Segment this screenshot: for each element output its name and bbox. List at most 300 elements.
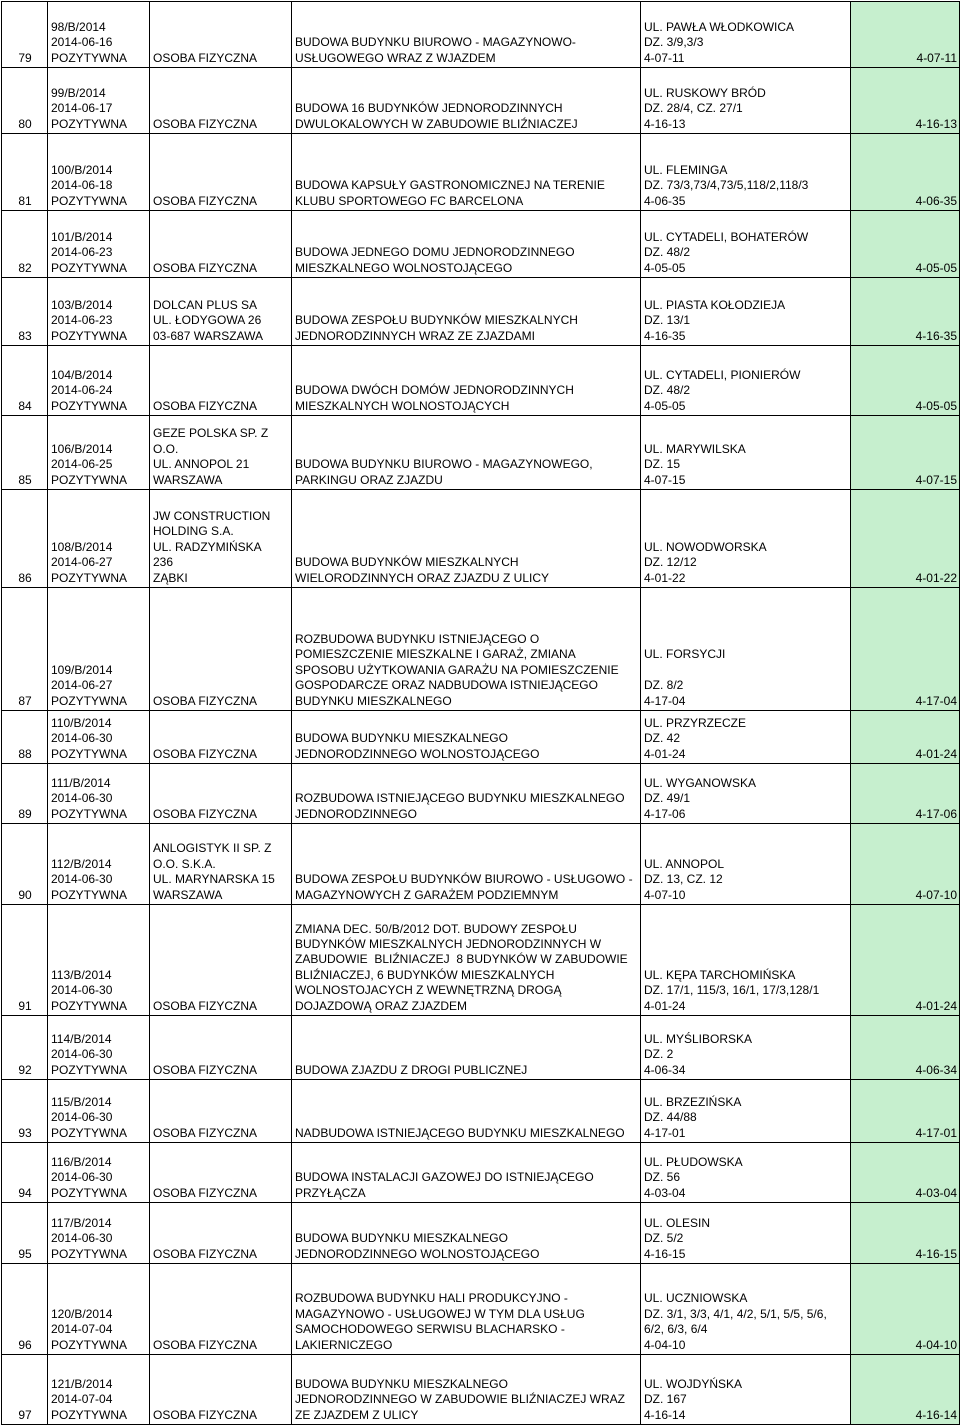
decision-line: POZYTYWNA: [51, 116, 128, 131]
address-line: UL. PAWŁA WŁODKOWICA: [644, 19, 795, 34]
precinct-code: 4-04-10: [915, 1337, 957, 1352]
address-line: DZ. 5/2: [644, 1231, 684, 1246]
description-line: LAKIERNICZEGO: [295, 1337, 393, 1352]
precinct-code: 4-06-34: [915, 1062, 957, 1077]
applicant-cell: [150, 134, 292, 211]
table-row: [2, 134, 960, 211]
row-number: 95: [18, 1246, 32, 1261]
precinct-cell: [851, 905, 960, 1016]
decision-line: 2014-06-30: [51, 983, 113, 998]
row-number: 88: [18, 746, 32, 761]
description-line: BUDOWA BUDYNKU BIUROWO - MAGAZYNOWO-: [295, 35, 576, 50]
precinct-cell: [851, 416, 960, 490]
address-line: 4-17-06: [644, 806, 686, 821]
description-line: BUDOWA 16 BUDYNKÓW JEDNORODZINNYCH: [295, 101, 563, 116]
row-number: 87: [18, 693, 32, 708]
decision-line: POZYTYWNA: [51, 1062, 128, 1077]
decision-cell: [48, 1203, 150, 1264]
row-number-cell: [2, 1080, 48, 1143]
address-line: UL. PŁUDOWSKA: [644, 1154, 743, 1169]
decision-cell: [48, 2, 150, 68]
precinct-code: 4-01-22: [915, 570, 957, 585]
applicant-line: OSOBA FIZYCZNA: [153, 1407, 258, 1422]
description-cell: [292, 68, 641, 134]
row-number: 94: [18, 1185, 32, 1200]
description-line: BLIŹNIACZEJ, 6 BUDYNKÓW MIESZKALNYCH: [295, 967, 555, 982]
precinct-cell: [851, 764, 960, 824]
row-number-cell: [2, 211, 48, 278]
decision-line: POZYTYWNA: [51, 472, 128, 487]
decision-line: 106/B/2014: [51, 441, 113, 456]
decision-line: 2014-06-30: [51, 731, 113, 746]
table-row: [2, 711, 960, 764]
precinct-code: 4-01-24: [915, 998, 957, 1013]
description-cell: [292, 134, 641, 211]
row-number: 96: [18, 1337, 32, 1352]
applicant-cell: [150, 764, 292, 824]
applicant-line: UL. MARYNARSKA 15: [153, 872, 275, 887]
address-cell: [641, 490, 851, 588]
address-cell: [641, 1355, 851, 1425]
applicant-line: OSOBA FIZYCZNA: [153, 260, 258, 275]
address-line: 4-04-10: [644, 1337, 686, 1352]
row-number: 91: [18, 998, 32, 1013]
table-row: [2, 905, 960, 1016]
description-line: BUDOWA BUDYNKU MIESZKALNEGO: [295, 1376, 508, 1391]
decision-cell: [48, 416, 150, 490]
precinct-code: 4-03-04: [915, 1185, 957, 1200]
row-number-cell: [2, 134, 48, 211]
address-line: 4-01-22: [644, 570, 686, 585]
precinct-code: 4-16-15: [915, 1246, 957, 1261]
row-number: 82: [18, 260, 32, 275]
decision-line: 2014-06-23: [51, 245, 113, 260]
decision-cell: [48, 1016, 150, 1080]
address-cell: [641, 211, 851, 278]
precinct-code: 4-07-15: [915, 472, 957, 487]
address-line: 4-16-35: [644, 328, 686, 343]
address-line: UL. KĘPA TARCHOMIŃSKA: [644, 967, 796, 982]
description-line: MAGAZYNOWYCH Z GARAŻEM PODZIEMNYM: [295, 887, 559, 902]
applicant-cell: [150, 1264, 292, 1355]
decision-line: 2014-06-30: [51, 1170, 113, 1185]
row-number-cell: [2, 416, 48, 490]
applicant-line: JW CONSTRUCTION: [153, 508, 271, 523]
applicant-line: OSOBA FIZYCZNA: [153, 1062, 258, 1077]
row-number-cell: [2, 824, 48, 905]
address-line: DZ. 3/9,3/3: [644, 35, 704, 50]
address-line: DZ. 28/4, CZ. 27/1: [644, 101, 743, 116]
applicant-cell: [150, 490, 292, 588]
precinct-cell: [851, 1355, 960, 1425]
address-cell: [641, 2, 851, 68]
precinct-code: 4-16-35: [915, 328, 957, 343]
address-line: DZ. 49/1: [644, 791, 691, 806]
applicant-line: UL. ŁODYGOWA 26: [153, 313, 262, 328]
address-line: DZ. 13, CZ. 12: [644, 872, 723, 887]
applicant-line: HOLDING S.A.: [153, 524, 234, 539]
applicant-line: UL. ANNOPOL 21: [153, 457, 250, 472]
applicant-line: OSOBA FIZYCZNA: [153, 116, 258, 131]
address-line: DZ. 17/1, 115/3, 16/1, 17/3,128/1: [644, 983, 820, 998]
description-line: WIELORODZINNYCH ORAZ ZJAZDU Z ULICY: [295, 570, 550, 585]
decision-line: POZYTYWNA: [51, 1246, 128, 1261]
description-line: JEDNORODZINNEGO W ZABUDOWIE BLIŹNIACZEJ WRAZ: [295, 1392, 626, 1407]
address-line: UL. PIASTA KOŁODZIEJA: [644, 297, 786, 312]
precinct-cell: [851, 68, 960, 134]
applicant-line: OSOBA FIZYCZNA: [153, 746, 258, 761]
precinct-cell: [851, 1264, 960, 1355]
decision-line: 103/B/2014: [51, 297, 113, 312]
table-row: [2, 211, 960, 278]
table-row: [2, 490, 960, 588]
decision-line: 115/B/2014: [51, 1094, 112, 1109]
description-line: WOLNOSTOJACYCH Z WEWNĘTRZNĄ DROGĄ: [295, 983, 562, 998]
description-cell: [292, 1080, 641, 1143]
decision-line: POZYTYWNA: [51, 1407, 128, 1422]
applicant-line: O.O.: [153, 441, 179, 456]
row-number-cell: [2, 905, 48, 1016]
address-line: UL. OLESIN: [644, 1215, 711, 1230]
description-line: DWULOKALOWYCH W ZABUDOWIE BLIŹNIACZEJ: [295, 116, 578, 131]
precinct-cell: [851, 1016, 960, 1080]
description-line: ROZBUDOWA BUDYNKU HALI PRODUKCYJNO -: [295, 1291, 568, 1306]
description-cell: [292, 278, 641, 346]
address-cell: [641, 905, 851, 1016]
description-cell: [292, 2, 641, 68]
address-line: UL. MARYWILSKA: [644, 441, 746, 456]
description-line: MIESZKALNEGO WOLNOSTOJĄCEGO: [295, 260, 513, 275]
address-line: DZ. 167: [644, 1392, 687, 1407]
row-number: 85: [18, 472, 32, 487]
description-cell: [292, 711, 641, 764]
address-line: UL. UCZNIOWSKA: [644, 1291, 748, 1306]
decision-line: 2014-06-25: [51, 457, 113, 472]
address-line: 4-16-14: [644, 1407, 686, 1422]
description-cell: [292, 490, 641, 588]
decision-cell: [48, 211, 150, 278]
decision-line: 2014-06-30: [51, 791, 113, 806]
decision-cell: [48, 490, 150, 588]
precinct-code: 4-16-13: [915, 116, 957, 131]
description-cell: [292, 1016, 641, 1080]
decision-line: 2014-06-18: [51, 178, 113, 193]
precinct-cell: [851, 588, 960, 711]
row-number: 81: [18, 193, 32, 208]
table-row: [2, 346, 960, 416]
decision-line: 116/B/2014: [51, 1154, 112, 1169]
applicant-line: OSOBA FIZYCZNA: [153, 193, 258, 208]
precinct-code: 4-05-05: [915, 260, 957, 275]
row-number-cell: [2, 1264, 48, 1355]
decision-cell: [48, 764, 150, 824]
decision-line: POZYTYWNA: [51, 50, 128, 65]
applicant-cell: [150, 1016, 292, 1080]
address-cell: [641, 824, 851, 905]
decision-cell: [48, 346, 150, 416]
address-line: UL. NOWODWORSKA: [644, 539, 767, 554]
row-number-cell: [2, 490, 48, 588]
decision-line: 114/B/2014: [51, 1031, 112, 1046]
description-line: NADBUDOWA ISTNIEJĄCEGO BUDYNKU MIESZKALNEGO: [295, 1125, 625, 1140]
precinct-code: 4-01-24: [915, 746, 957, 761]
address-line: DZ. 8/2: [644, 678, 684, 693]
description-line: KLUBU SPORTOWEGO FC BARCELONA: [295, 193, 524, 208]
decision-line: 2014-07-04: [51, 1392, 113, 1407]
address-line: 4-01-24: [644, 998, 686, 1013]
row-number-cell: [2, 1016, 48, 1080]
table-row: [2, 588, 960, 711]
decision-cell: [48, 68, 150, 134]
address-line: UL. RUSKOWY BRÓD: [644, 85, 766, 100]
row-number-cell: [2, 1203, 48, 1264]
decision-line: 117/B/2014: [51, 1215, 112, 1230]
address-line: 4-16-13: [644, 116, 686, 131]
decision-line: POZYTYWNA: [51, 887, 128, 902]
description-line: BUDOWA ZJAZDU Z DROGI PUBLICZNEJ: [295, 1062, 528, 1077]
applicant-line: OSOBA FIZYCZNA: [153, 998, 258, 1013]
applicant-line: O.O. S.K.A.: [153, 856, 216, 871]
applicant-cell: [150, 1080, 292, 1143]
decision-line: 2014-06-17: [51, 101, 113, 116]
description-cell: [292, 588, 641, 711]
address-line: DZ. 48/2: [644, 245, 691, 260]
address-line: DZ. 3/1, 3/3, 4/1, 4/2, 5/1, 5/5, 5/6,: [644, 1306, 827, 1321]
address-line: 4-01-24: [644, 746, 686, 761]
decision-cell: [48, 711, 150, 764]
precinct-code: 4-17-06: [915, 806, 957, 821]
description-cell: [292, 416, 641, 490]
applicant-cell: [150, 1355, 292, 1425]
applicant-line: 03-687 WARSZAWA: [153, 328, 264, 343]
description-line: BUDOWA ZESPOŁU BUDYNKÓW MIESZKALNYCH: [295, 313, 578, 328]
row-number: 89: [18, 806, 32, 821]
address-line: 4-17-01: [644, 1125, 686, 1140]
address-line: 4-05-05: [644, 398, 686, 413]
precinct-code: 4-07-10: [915, 887, 957, 902]
permit-register-table: [1, 1, 960, 1425]
description-line: ROZBUDOWA ISTNIEJĄCEGO BUDYNKU MIESZKALNEGO: [295, 791, 625, 806]
description-line: ZABUDOWIE BLIŹNIACZEJ 8 BUDYNKÓW W ZABUDOWIE: [295, 952, 628, 967]
precinct-code: 4-05-05: [915, 398, 957, 413]
address-line: 6/2, 6/3, 6/4: [644, 1322, 708, 1337]
row-number: 80: [18, 116, 32, 131]
applicant-cell: [150, 2, 292, 68]
precinct-cell: [851, 1143, 960, 1203]
precinct-code: 4-17-01: [915, 1125, 957, 1140]
row-number: 83: [18, 328, 32, 343]
decision-cell: [48, 1264, 150, 1355]
description-line: BUDYNKÓW MIESZKALNYCH JEDNORODZINNYCH W: [295, 936, 602, 951]
applicant-line: ZĄBKI: [153, 570, 188, 585]
row-number-cell: [2, 1355, 48, 1425]
decision-line: 2014-06-30: [51, 1231, 113, 1246]
address-cell: [641, 1016, 851, 1080]
table-row: [2, 68, 960, 134]
address-line: UL. WYGANOWSKA: [644, 775, 757, 790]
address-line: UL. FORSYCJI: [644, 647, 726, 662]
row-number: 90: [18, 887, 32, 902]
table-row: [2, 278, 960, 346]
precinct-code: 4-06-35: [915, 193, 957, 208]
address-line: UL. PRZYRZECZE: [644, 715, 747, 730]
row-number: 86: [18, 570, 32, 585]
description-cell: [292, 1203, 641, 1264]
applicant-cell: [150, 68, 292, 134]
row-number: 92: [18, 1062, 32, 1077]
precinct-cell: [851, 346, 960, 416]
address-line: UL. CYTADELI, BOHATERÓW: [644, 229, 809, 244]
decision-line: POZYTYWNA: [51, 746, 128, 761]
table-row: [2, 1016, 960, 1080]
address-cell: [641, 278, 851, 346]
address-line: 4-06-34: [644, 1062, 686, 1077]
applicant-line: DOLCAN PLUS SA: [153, 297, 258, 312]
description-line: PRZYŁĄCZA: [295, 1185, 366, 1200]
description-line: BUDOWA KAPSUŁY GASTRONOMICZNEJ NA TERENIE: [295, 178, 605, 193]
table-row: [2, 1203, 960, 1264]
address-line: 4-17-04: [644, 693, 686, 708]
precinct-cell: [851, 711, 960, 764]
applicant-cell: [150, 905, 292, 1016]
applicant-line: 236: [153, 555, 174, 570]
row-number: 84: [18, 398, 32, 413]
applicant-cell: [150, 278, 292, 346]
table-row: [2, 416, 960, 490]
description-line: BUDOWA BUDYNKÓW MIESZKALNYCH: [295, 555, 519, 570]
applicant-line: OSOBA FIZYCZNA: [153, 1337, 258, 1352]
table-row: [2, 1080, 960, 1143]
address-cell: [641, 346, 851, 416]
address-cell: [641, 764, 851, 824]
decision-line: 108/B/2014: [51, 539, 113, 554]
description-line: BUDOWA JEDNEGO DOMU JEDNORODZINNEGO: [295, 245, 575, 260]
description-line: MAGAZYNOWO - USŁUGOWEJ W TYM DLA USŁUG: [295, 1306, 585, 1321]
applicant-line: OSOBA FIZYCZNA: [153, 398, 258, 413]
description-line: USŁUGOWEGO WRAZ Z WJAZDEM: [295, 50, 496, 65]
decision-line: POZYTYWNA: [51, 328, 128, 343]
decision-line: 113/B/2014: [51, 967, 112, 982]
description-cell: [292, 346, 641, 416]
description-line: BUDOWA BUDYNKU BIUROWO - MAGAZYNOWEGO,: [295, 457, 593, 472]
description-line: JEDNORODZINNYCH WRAZ ZE ZJAZDAMI: [295, 328, 535, 343]
description-line: SPOSOBU UŻYTKOWANIA GARAŻU NA POMIESZCZENIE: [295, 662, 619, 677]
address-cell: [641, 588, 851, 711]
precinct-cell: [851, 1203, 960, 1264]
description-cell: [292, 1355, 641, 1425]
address-cell: [641, 1143, 851, 1203]
row-number-cell: [2, 2, 48, 68]
decision-line: 110/B/2014: [51, 715, 112, 730]
address-line: UL. WOJDYŃSKA: [644, 1376, 743, 1391]
applicant-line: WARSZAWA: [153, 887, 223, 902]
decision-line: 2014-06-27: [51, 555, 113, 570]
decision-line: 112/B/2014: [51, 856, 112, 871]
address-line: UL. FLEMINGA: [644, 162, 728, 177]
address-line: 4-06-35: [644, 193, 686, 208]
description-cell: [292, 1264, 641, 1355]
precinct-cell: [851, 134, 960, 211]
description-line: DOJAZDOWĄ ORAZ ZJAZDEM: [295, 998, 467, 1013]
applicant-line: WARSZAWA: [153, 472, 223, 487]
address-line: DZ. 48/2: [644, 383, 691, 398]
address-line: DZ. 44/88: [644, 1110, 697, 1125]
applicant-cell: [150, 1203, 292, 1264]
decision-cell: [48, 134, 150, 211]
address-line: UL. BRZEZIŃSKA: [644, 1094, 742, 1109]
description-line: JEDNORODZINNEGO WOLNOSTOJĄCEGO: [295, 746, 540, 761]
address-cell: [641, 416, 851, 490]
description-line: BUDOWA ZESPOŁU BUDYNKÓW BIUROWO - USŁUGOWO -: [295, 872, 633, 887]
address-line: DZ. 15: [644, 457, 681, 472]
decision-line: POZYTYWNA: [51, 1185, 128, 1200]
decision-line: POZYTYWNA: [51, 260, 128, 275]
description-line: GOSPODARCZE ORAZ NADBUDOWA ISTNIEJĄCEGO: [295, 678, 598, 693]
precinct-cell: [851, 1080, 960, 1143]
row-number-cell: [2, 588, 48, 711]
description-line: PARKINGU ORAZ ZJAZDU: [295, 472, 443, 487]
description-cell: [292, 824, 641, 905]
address-line: 4-07-10: [644, 887, 686, 902]
row-number: 79: [18, 50, 32, 65]
applicant-line: OSOBA FIZYCZNA: [153, 1185, 258, 1200]
applicant-cell: [150, 711, 292, 764]
decision-line: 101/B/2014: [51, 229, 113, 244]
precinct-cell: [851, 211, 960, 278]
address-cell: [641, 711, 851, 764]
table-row: [2, 1264, 960, 1355]
precinct-cell: [851, 2, 960, 68]
address-line: DZ. 2: [644, 1047, 674, 1062]
description-line: POMIESZCZENIE MIESZKALNE I GARAŻ, ZMIANA: [295, 647, 576, 662]
decision-line: 104/B/2014: [51, 367, 113, 382]
address-line: DZ. 13/1: [644, 313, 691, 328]
description-line: JEDNORODZINNEGO WOLNOSTOJĄCEGO: [295, 1246, 540, 1261]
address-line: DZ. 12/12: [644, 555, 697, 570]
description-cell: [292, 1143, 641, 1203]
row-number: 97: [18, 1407, 32, 1422]
row-number-cell: [2, 764, 48, 824]
applicant-line: ANLOGISTYK II SP. Z: [153, 841, 272, 856]
decision-line: POZYTYWNA: [51, 806, 128, 821]
description-line: BUDOWA DWÓCH DOMÓW JEDNORODZINNYCH: [295, 383, 574, 398]
description-line: BUDOWA BUDYNKU MIESZKALNEGO: [295, 731, 508, 746]
applicant-cell: [150, 588, 292, 711]
decision-cell: [48, 1143, 150, 1203]
decision-line: POZYTYWNA: [51, 570, 128, 585]
applicant-cell: [150, 1143, 292, 1203]
applicant-line: OSOBA FIZYCZNA: [153, 1246, 258, 1261]
address-cell: [641, 68, 851, 134]
decision-line: 2014-06-30: [51, 1110, 113, 1125]
description-cell: [292, 905, 641, 1016]
table-row: [2, 1143, 960, 1203]
address-cell: [641, 1080, 851, 1143]
decision-line: 2014-06-27: [51, 678, 113, 693]
decision-line: 121/B/2014: [51, 1376, 113, 1391]
description-cell: [292, 211, 641, 278]
precinct-code: 4-16-14: [915, 1407, 957, 1422]
address-line: UL. CYTADELI, PIONIERÓW: [644, 367, 801, 382]
decision-line: 98/B/2014: [51, 19, 106, 34]
decision-line: 109/B/2014: [51, 662, 113, 677]
address-line: UL. ANNOPOL: [644, 856, 725, 871]
description-line: BUDYNKU MIESZKALNEGO: [295, 693, 452, 708]
description-line: JEDNORODZINNEGO: [295, 806, 418, 821]
applicant-line: UL. RADZYMIŃSKA: [153, 539, 262, 554]
description-cell: [292, 764, 641, 824]
decision-line: POZYTYWNA: [51, 1125, 128, 1140]
